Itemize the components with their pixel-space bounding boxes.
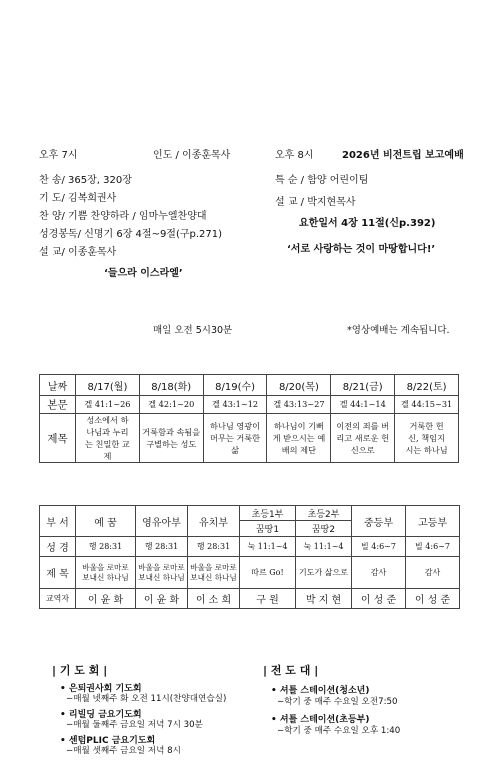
dept-subheader: 꿈땅1	[240, 521, 296, 537]
dept-header: 예 꿈	[76, 506, 136, 537]
table-cell: 이 성 준	[406, 589, 460, 609]
right-sermon-title: ‘서로 사랑하는 것이 마땅합니다!’	[287, 244, 436, 255]
table-cell: 이 소 희	[188, 589, 240, 609]
right-service-title: 2026년 비전트립 보고예배	[342, 150, 464, 161]
left-service-hymn: 찬 송/ 365장, 320장	[39, 175, 132, 186]
list-item: • 셔틀 스테이션(초등부)	[271, 715, 370, 725]
department-table	[39, 505, 460, 609]
dawn-time: 매일 오전 5시30분	[153, 325, 233, 336]
table-cell: 이 윤 화	[76, 589, 136, 609]
dept-header: 영유아부	[136, 506, 188, 537]
table-cell: 이전의 죄를 버리고 새로운 헌신으로	[336, 421, 390, 455]
table-cell: 겔 44:15~31	[395, 396, 459, 414]
left-service-scripture: 성경봉독/ 신명기 6장 4절~9절(구p.271)	[39, 229, 223, 240]
right-service-scripture: 요한일서 4장 11절(신p.392)	[299, 218, 436, 229]
table-cell: 거룩함과 속됨을 구별하는 성도	[142, 427, 201, 449]
table-cell: 하나님 영광이 머무는 거룩한 삶	[210, 421, 261, 455]
table-cell: 바울을 로마로 보내신 하나님	[138, 562, 185, 582]
left-service-leader: 인도 / 이종훈목사	[153, 150, 231, 161]
prayer-meetings-heading: | 기 도 회 |	[52, 664, 108, 677]
table-cell: 행 28:31	[188, 537, 240, 557]
table-cell: 박 지 현	[296, 589, 352, 609]
table-cell: 하나님이 기뻐게 받으시는 예배의 제단	[272, 421, 326, 455]
list-item: • 은퇴권사회 기도회	[60, 684, 142, 694]
table-cell: 행 28:31	[76, 537, 136, 557]
evangelism-heading: | 전 도 대 |	[263, 664, 319, 677]
left-service-praise: 찬 양/ 기쁨 찬양하라 / 임마누엘찬양대	[39, 211, 207, 222]
table-header: 8/22(토)	[395, 375, 459, 396]
table-header: 8/17(월)	[76, 375, 140, 396]
left-service-preacher: 설 교/ 이종훈목사	[39, 247, 117, 258]
table-cell: 눅 11:1~4	[296, 537, 352, 557]
dept-header: 고등부	[406, 506, 460, 537]
table-cell: 눅 11:1~4	[240, 537, 296, 557]
left-service-prayer: 기 도/ 김복희권사	[39, 193, 117, 204]
table-cell: 바울을 로마로 보내신 하나님	[82, 562, 129, 582]
teacher-row-label: 교역자	[40, 589, 76, 609]
table-cell: 거룩한 헌신, 책임지시는 하나님	[405, 421, 448, 455]
left-sermon-title: ‘들으라 이스라엘’	[104, 268, 183, 279]
list-item-detail: −학기 중 매주 수요일 오후 1:40	[277, 726, 401, 736]
table-cell: 겔 44:1~14	[331, 396, 395, 414]
title-row-label: 제목	[40, 414, 76, 463]
table-header: 8/20(목)	[267, 375, 331, 396]
table-cell: 이 윤 화	[136, 589, 188, 609]
table-cell: 겔 43:1~12	[203, 396, 267, 414]
list-item: • 센텀PLIC 금요기도회	[60, 736, 156, 746]
table-cell: 빌 4:6~7	[406, 537, 460, 557]
table-cell: 성소에서 하나님과 누리는 친밀한 교제	[85, 415, 130, 461]
left-service-time: 오후 7시	[39, 150, 78, 161]
list-item-detail: −매월 셋째주 금요일 저녁 8시	[66, 746, 181, 756]
table-cell: 이 성 준	[352, 589, 406, 609]
table-cell: 바울을 로마로 보내신 하나님	[190, 562, 237, 582]
table-cell: 감사	[406, 557, 460, 589]
dept-subheader: 꿈땅2	[296, 521, 352, 537]
list-item-detail: −매월 넷째주 화 오전 11시(찬양대연습실)	[66, 694, 227, 704]
dept-corner: 부 서	[40, 506, 76, 537]
verse-row-label: 성 경	[40, 537, 76, 557]
dept-header: 중등부	[352, 506, 406, 537]
table-cell: 겔 41:1~26	[76, 396, 140, 414]
table-header: 8/21(금)	[331, 375, 395, 396]
table-cell: 기도가 삶으로	[296, 557, 352, 589]
dawn-schedule-table	[39, 374, 459, 463]
table-cell: 겔 43:13~27	[267, 396, 331, 414]
table-cell: 감사	[352, 557, 406, 589]
dept-header: 초등1부	[240, 506, 296, 521]
list-item: • 리빌딩 금요기도회	[60, 710, 142, 720]
table-cell: 따르 Go!	[240, 557, 296, 589]
dept-header: 초등2부	[296, 506, 352, 521]
table-header: 날짜	[40, 375, 76, 396]
table-cell: 구 원	[240, 589, 296, 609]
title-row-label: 제 목	[40, 557, 76, 589]
table-header: 8/18(화)	[139, 375, 203, 396]
dawn-note: *영상예배는 계속됩니다.	[347, 325, 450, 336]
right-service-time: 오후 8시	[275, 150, 314, 161]
table-cell: 행 28:31	[136, 537, 188, 557]
table-cell: 빌 4:6~7	[352, 537, 406, 557]
list-item-detail: −매월 둘째주 금요일 저녁 7시 30분	[66, 720, 203, 730]
table-cell: 겔 42:1~20	[139, 396, 203, 414]
right-service-preacher: 설 교 / 박지현목사	[275, 197, 356, 208]
right-service-special: 특 순 / 함양 어린이팀	[275, 175, 369, 186]
verse-row-label: 본문	[40, 396, 76, 414]
list-item-detail: −학기 중 매주 수요일 오전7:50	[277, 697, 398, 707]
dept-header: 유치부	[188, 506, 240, 537]
list-item: • 셔틀 스테이션(청소년)	[271, 686, 370, 696]
table-header: 8/19(수)	[203, 375, 267, 396]
